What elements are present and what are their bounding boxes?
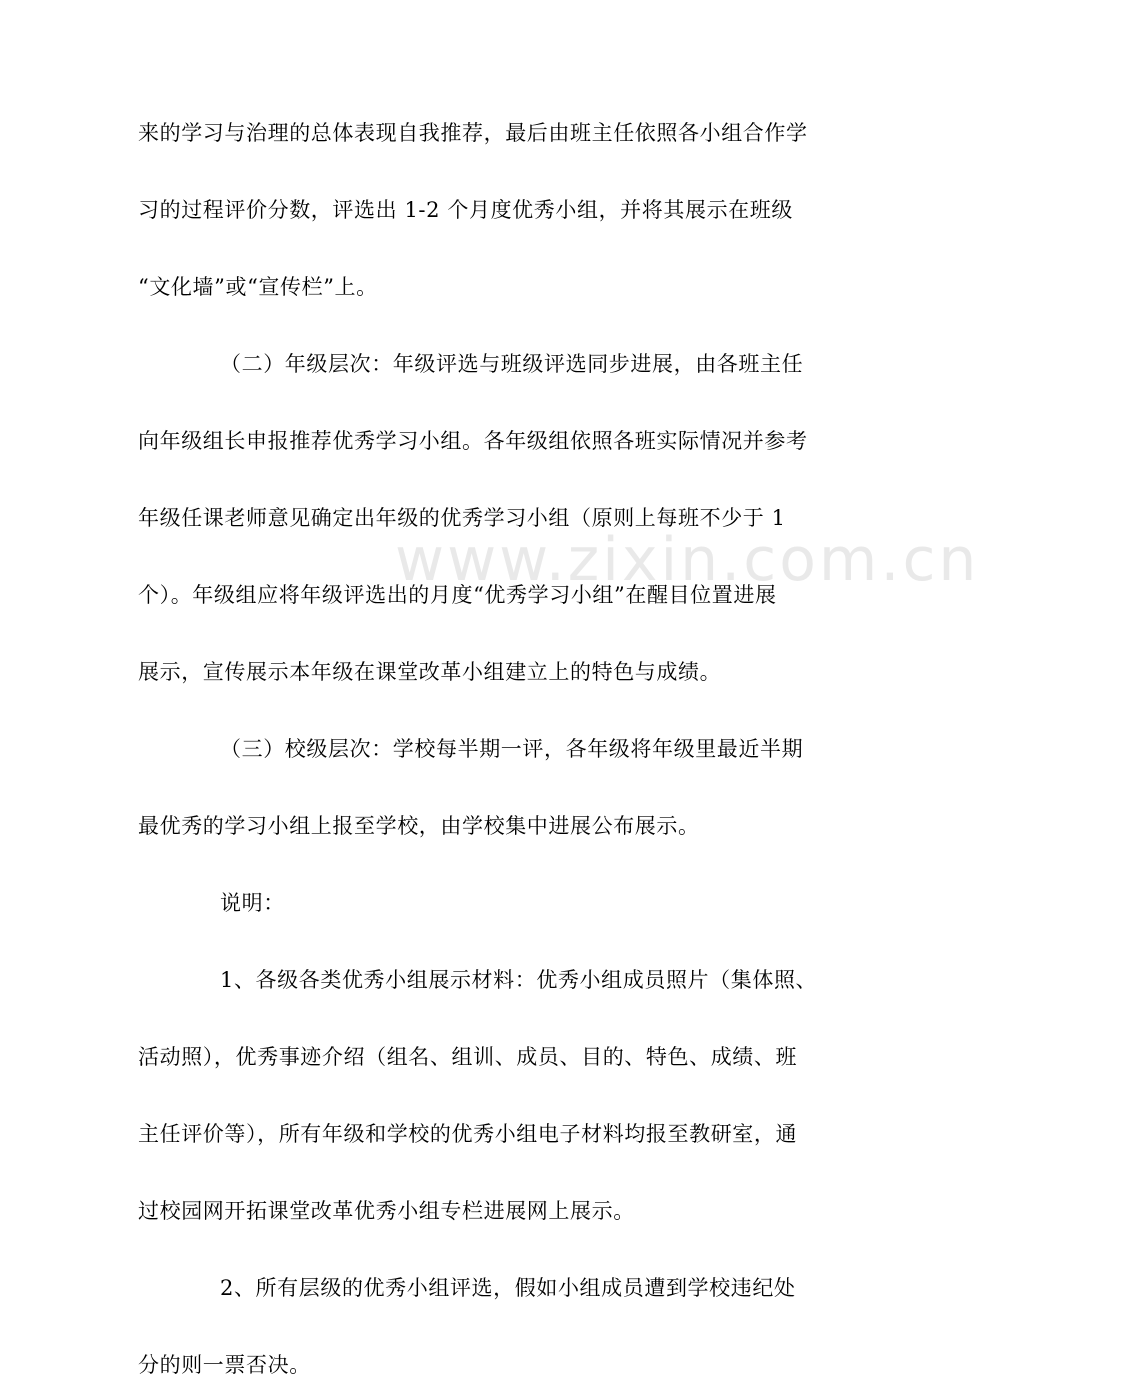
paragraph-5-line-3: 主任评价等），所有年级和学校的优秀小组电子材料均报至教研室，通 — [138, 1122, 798, 1146]
paragraph-2-line-3: 年级任课老师意见确定出年级的优秀学习小组（原则上每班不少于 1 — [138, 506, 786, 530]
paragraph-1-line-1: 来的学习与治理的总体表现自我推荐，最后由班主任依照各小组合作学 — [138, 121, 808, 145]
watermark: www.zixin.com.cn — [395, 525, 980, 595]
paragraph-6-line-2: 分的则一票否决。 — [138, 1353, 311, 1377]
paragraph-1-line-2: 习的过程评价分数，评选出 1-2 个月度优秀小组，并将其展示在班级 — [138, 198, 793, 222]
paragraph-3-line-1: （三）校级层次：学校每半期一评，各年级将年级里最近半期 — [220, 737, 804, 761]
paragraph-2-line-1: （二）年级层次：年级评选与班级评选同步进展，由各班主任 — [220, 352, 804, 376]
paragraph-5-line-2: 活动照），优秀事迹介绍（组名、组训、成员、目的、特色、成绩、班 — [138, 1045, 798, 1069]
paragraph-3-line-2: 最优秀的学习小组上报至学校，由学校集中进展公布展示。 — [138, 814, 700, 838]
paragraph-1-line-3: “文化墙”或“宣传栏”上。 — [138, 275, 378, 299]
paragraph-2-line-5: 展示，宣传展示本年级在课堂改革小组建立上的特色与成绩。 — [138, 660, 722, 684]
paragraph-6-line-1: 2、所有层级的优秀小组评选，假如小组成员遭到学校违纪处 — [220, 1276, 796, 1300]
paragraph-5-line-4: 过校园网开拓课堂改革优秀小组专栏进展网上展示。 — [138, 1199, 635, 1223]
paragraph-2-line-2: 向年级组长申报推荐优秀学习小组。各年级组依照各班实际情况并参考 — [138, 429, 808, 453]
paragraph-5-line-1: 1、各级各类优秀小组展示材料：优秀小组成员照片（集体照、 — [220, 968, 818, 992]
paragraph-2-line-4: 个）。年级组应将年级评选出的月度“优秀学习小组”在醒目位置进展 — [138, 583, 777, 607]
paragraph-4-line-1: 说明： — [220, 891, 285, 915]
